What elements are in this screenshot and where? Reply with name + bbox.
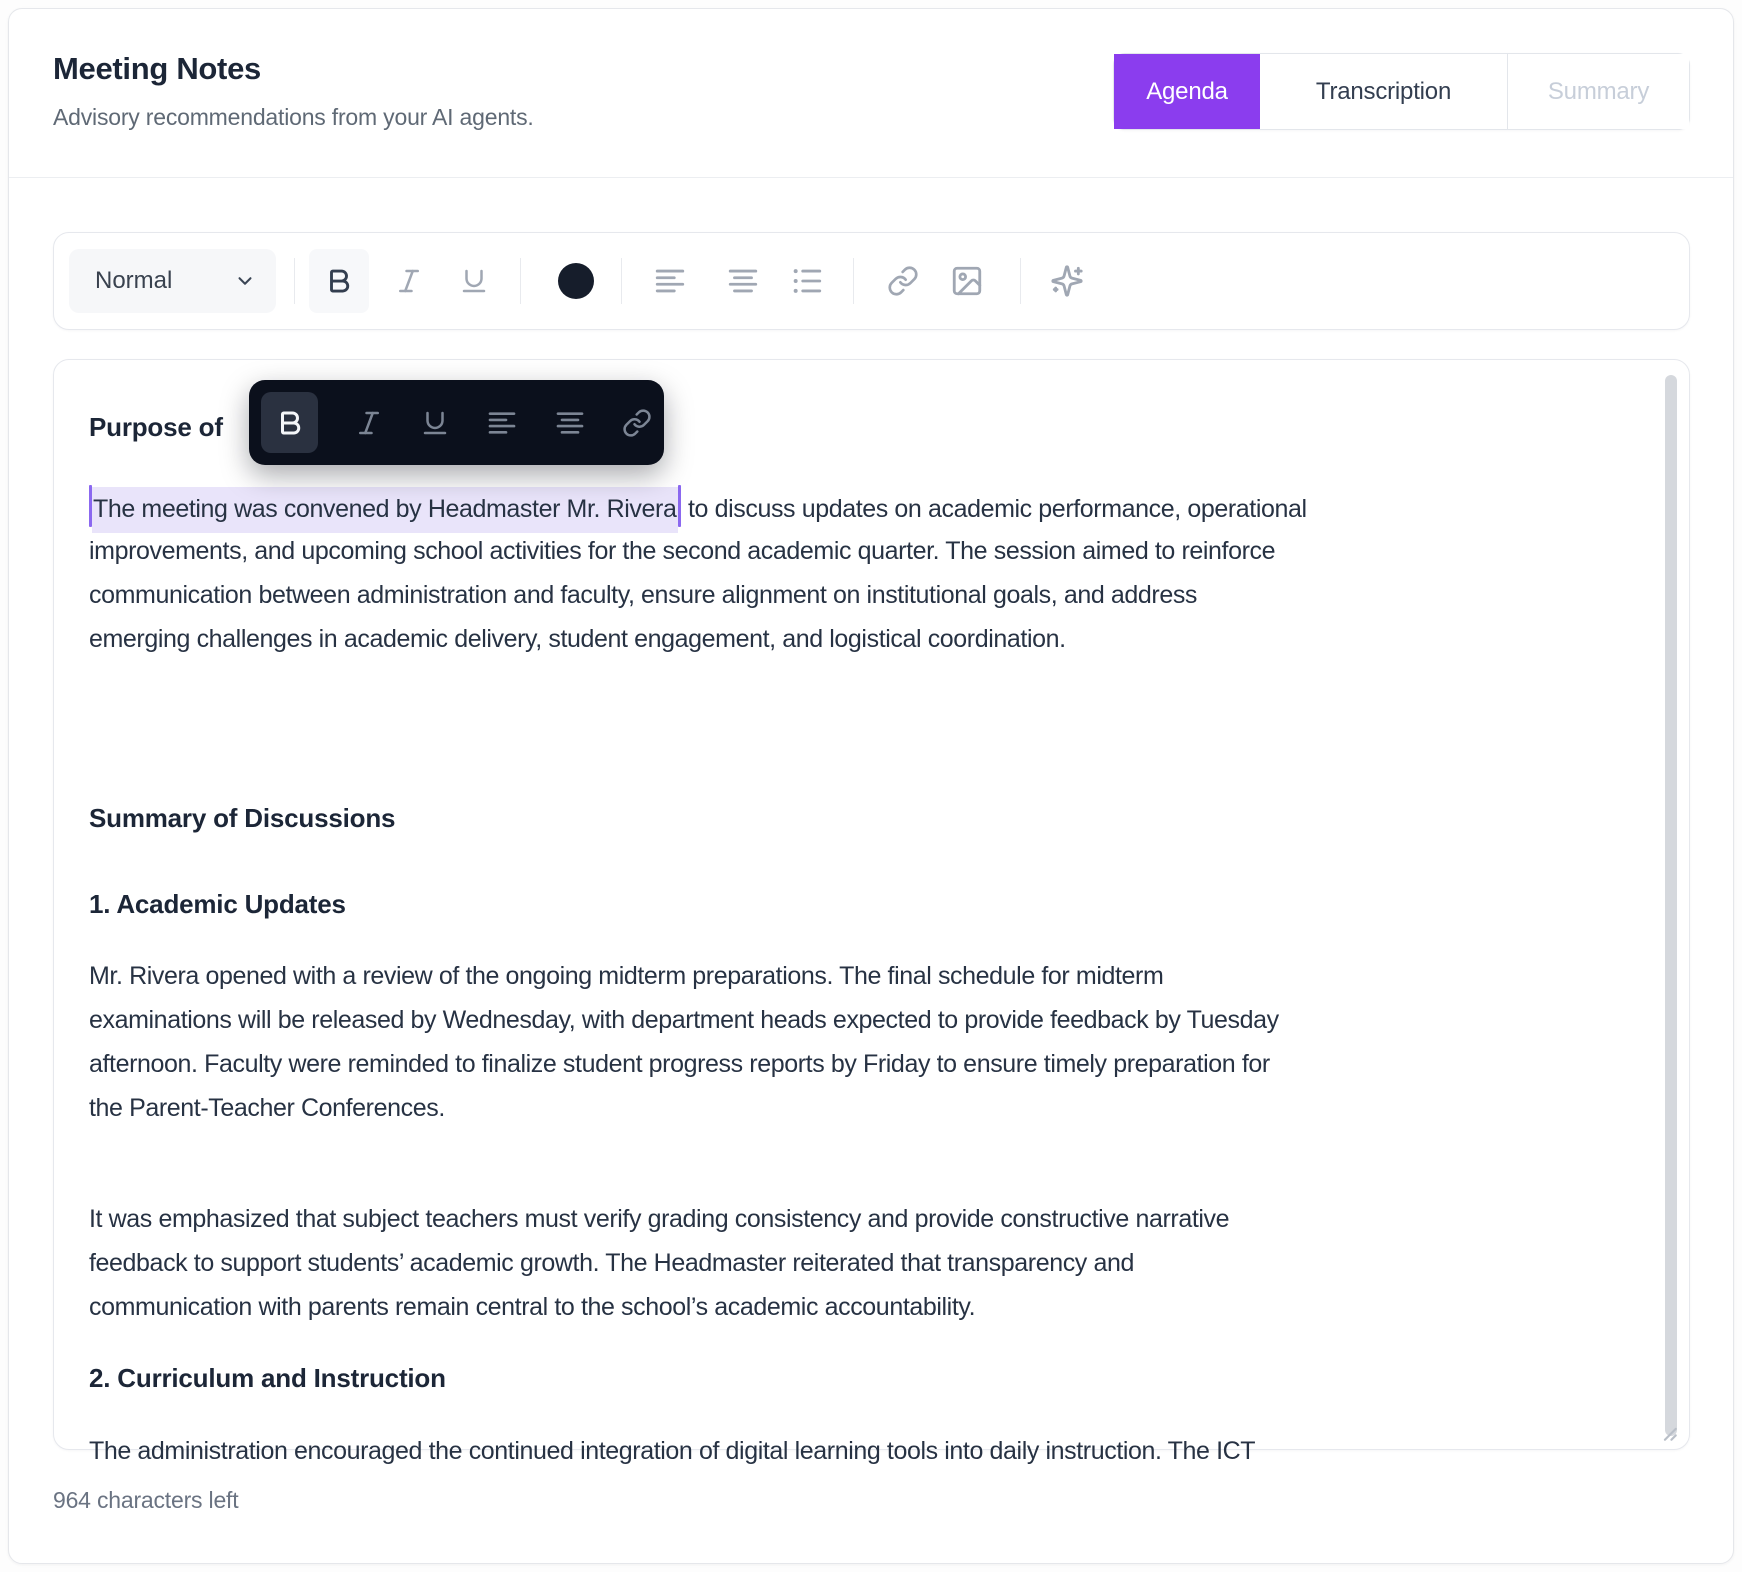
align-center-button[interactable] — [726, 264, 760, 298]
page-subtitle: Advisory recommendations from your AI agents. — [53, 104, 534, 130]
doc-line: communication with parents remain central to the school’s academic accountability. — [89, 1293, 976, 1321]
doc-paragraph — [89, 954, 1599, 1130]
tab-agenda[interactable]: Agenda — [1114, 54, 1260, 129]
align-left-icon — [653, 264, 687, 298]
header-divider — [9, 177, 1733, 178]
doc-line: emerging challenges in academic delivery, student engagement, and logistical coordination. — [89, 625, 1066, 653]
bold-icon — [324, 266, 354, 296]
tab-transcription[interactable]: Transcription — [1260, 54, 1507, 129]
underline-button[interactable] — [459, 266, 489, 296]
toolbar-divider — [520, 258, 521, 304]
italic-button[interactable] — [394, 266, 424, 296]
doc-line: the Parent-Teacher Conferences. — [89, 1094, 445, 1122]
underline-icon — [420, 408, 450, 438]
paragraph-style-value: Normal — [95, 267, 173, 294]
ai-assist-button[interactable] — [1050, 264, 1084, 298]
formatting-toolbar — [53, 232, 1690, 330]
chevron-down-icon — [234, 270, 256, 292]
underline-button[interactable] — [420, 408, 450, 438]
character-count: 964 characters left — [53, 1487, 239, 1513]
bold-icon — [275, 408, 305, 438]
text-color-button[interactable] — [558, 263, 594, 299]
tab-summary[interactable]: Summary — [1507, 54, 1689, 129]
doc-line: feedback to support students’ academic growth. The Headmaster reiterated that transparency and — [89, 1249, 1134, 1277]
meeting-notes-panel — [8, 8, 1734, 1564]
doc-paragraph — [89, 1197, 1599, 1329]
bullet-list-button[interactable] — [790, 264, 824, 298]
bold-button[interactable] — [261, 392, 318, 453]
doc-line: It was emphasized that subject teachers must verify grading consistency and provide constructive narrative — [89, 1205, 1230, 1233]
insert-image-button[interactable] — [950, 264, 984, 298]
doc-line: Mr. Rivera opened with a review of the ongoing midterm preparations. The final schedule for midterm — [89, 962, 1164, 990]
link-button[interactable] — [887, 265, 919, 297]
view-tabs — [1113, 53, 1690, 130]
empty-line — [89, 702, 1599, 746]
align-center-button[interactable] — [554, 407, 586, 439]
doc-heading: Purpose of — [89, 412, 223, 442]
document-content — [54, 360, 1689, 1465]
ai-sparkles-icon — [1050, 264, 1084, 298]
doc-paragraph — [89, 485, 1599, 661]
selected-text: The meeting was convened by Headmaster Mr. Rivera — [92, 487, 678, 533]
doc-line: improvements, and upcoming school activities for the second academic quarter. The session aimed to reinforce — [89, 537, 1276, 565]
toolbar-divider — [853, 258, 854, 304]
doc-line — [89, 485, 1599, 529]
toolbar-divider — [621, 258, 622, 304]
align-left-icon — [486, 407, 518, 439]
underline-icon — [459, 266, 489, 296]
italic-icon — [394, 266, 424, 296]
paragraph-style-dropdown[interactable] — [69, 249, 276, 313]
toolbar-divider — [294, 258, 295, 304]
link-icon — [622, 408, 652, 438]
doc-heading: 1. Academic Updates — [89, 889, 346, 919]
link-icon — [887, 265, 919, 297]
doc-text: to discuss updates on academic performance, operational — [681, 495, 1307, 523]
italic-icon — [354, 408, 384, 438]
toolbar-divider — [1020, 258, 1021, 304]
bullet-list-icon — [790, 264, 824, 298]
doc-heading: 2. Curriculum and Instruction — [89, 1363, 446, 1393]
align-left-button[interactable] — [486, 407, 518, 439]
resize-handle-icon[interactable] — [1653, 1417, 1679, 1443]
align-center-icon — [726, 264, 760, 298]
align-center-icon — [554, 407, 586, 439]
bold-button[interactable] — [309, 249, 369, 313]
link-button[interactable] — [622, 408, 652, 438]
doc-line: communication between administration and faculty, ensure alignment on institutional goals, and address — [89, 581, 1198, 609]
doc-heading: Summary of Discussions — [89, 803, 396, 833]
editor-scrollbar[interactable] — [1665, 375, 1677, 1436]
page-title: Meeting Notes — [53, 51, 261, 86]
image-icon — [950, 264, 984, 298]
doc-line: The administration encouraged the continued integration of digital learning tools into daily instruction. The ICT — [89, 1437, 1256, 1465]
doc-paragraph — [89, 1429, 1599, 1473]
doc-line: afternoon. Faculty were reminded to finalize student progress reports by Friday to ensure timely preparation for — [89, 1050, 1270, 1078]
italic-button[interactable] — [354, 408, 384, 438]
rich-text-editor[interactable] — [53, 359, 1690, 1465]
doc-line: examinations will be released by Wednesday, with department heads expected to provide feedback by Tuesday — [89, 1006, 1279, 1034]
align-left-button[interactable] — [653, 264, 687, 298]
selection-toolbar — [249, 380, 664, 465]
